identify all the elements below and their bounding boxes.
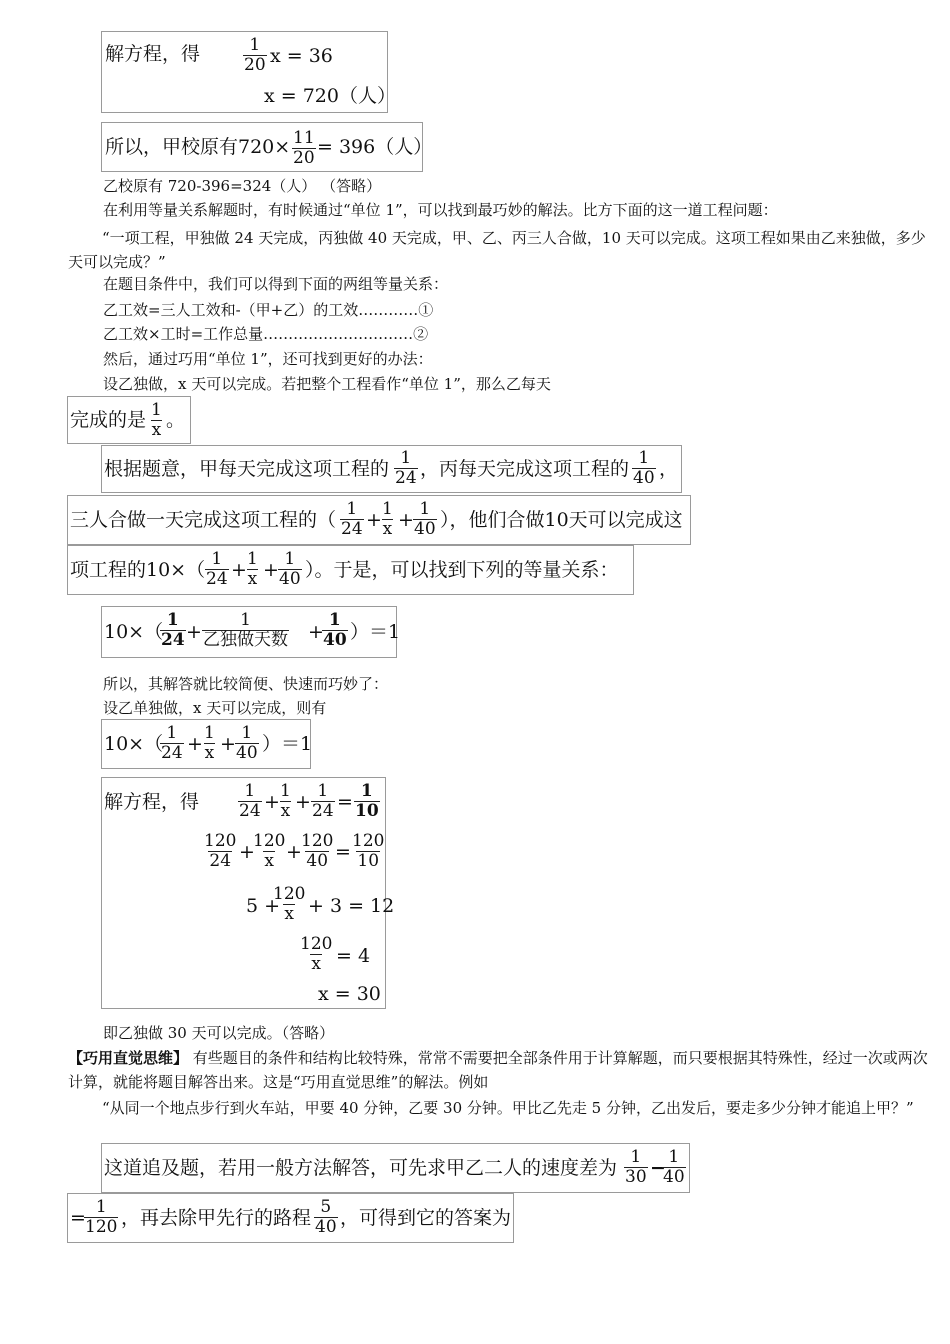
fraction: 1 40 (323, 610, 347, 650)
fraction: 120 x (273, 884, 306, 924)
relation-1: 乙工效=三人工效和-（甲+乙）的工效…………① (103, 301, 434, 319)
text-line: 在利用等量关系解题时，有时候通过“单位 1”，可以找到最巧妙的解法。比方下面的这一道工程问题： (103, 201, 778, 219)
text-line: 设乙单独做，x 天可以完成，则有 (103, 699, 327, 717)
fraction: 120 24 (204, 831, 237, 871)
fraction: 1 40 (236, 723, 258, 763)
problem-paragraph: “从同一个地点步行到火车站，甲要 40 分钟，乙要 30 分钟。甲比乙先走 5 分钟，乙出发后，要走多少分钟才能追上甲？” (102, 1099, 914, 1117)
fraction: 1 24 (161, 723, 183, 763)
equation-suffix: = 396（人） (317, 136, 433, 158)
fraction: 1 10 (355, 781, 379, 821)
fraction: 1 24 (312, 781, 334, 821)
problem-paragraph: “一项工程，甲独做 24 天完成，丙独做 40 天完成，甲、乙、丙三人合做，10 天可以完成。这项工程如果由乙来独做，多少天可以完成？” (68, 229, 926, 271)
equation-rest: x = 36 (270, 45, 333, 67)
fraction: 5 40 (315, 1197, 337, 1237)
relation-2: 乙工效×工时=工作总量…………………………② (103, 325, 429, 343)
fraction: 1 24 (395, 448, 417, 488)
fraction: 1 x (151, 400, 162, 440)
text-line: 在题目条件中，我们可以得到下面的两组等量关系： (103, 275, 449, 293)
fraction: 1 x (280, 781, 291, 821)
fraction: 120 x (253, 831, 286, 871)
fraction: 1 24 (206, 549, 228, 589)
fraction: 1 乙独做天数 (203, 610, 288, 650)
fraction: 1 24 (161, 610, 185, 650)
fraction: 1 24 (239, 781, 261, 821)
text-line: 即乙独做 30 天可以完成。（答略） (103, 1024, 335, 1042)
equation-box-school-a (101, 122, 433, 172)
equation-result: x = 720（人） (264, 85, 396, 107)
fraction: 1 24 (341, 499, 363, 539)
equation-prefix: 所以，甲校原有720× (105, 136, 291, 158)
fraction: 1 120 (85, 1197, 118, 1237)
equation-box-answer: = 1 120 ，再去除甲先行的路程 5 40 ，可得到它的答案为 (67, 1193, 514, 1243)
text-line: 乙校原有 720-396=324（人） （答略） (103, 177, 382, 195)
equation-box-solve-2: 解方程，得 1 24 + 1 x + 1 24 = 1 10 120 24 + 120 x + 120 40 = 120 10 5 + 120 x + 3 = 12 120 x = 4 x = 30 (101, 777, 386, 1009)
equation-box-three-people: 三人合做一天完成这项工程的（ 1 24 + 1 x + 1 40 ），他们合做10天可以完成这 (67, 495, 691, 545)
fraction: 1 x (382, 499, 393, 539)
text-line: 设乙独做，x 天可以完成。若把整个工程看作“单位 1”，那么乙每天 (103, 375, 551, 393)
text-line: 所以，其解答就比较简便、快速而巧妙了： (103, 675, 389, 693)
fraction: 120 x (300, 934, 333, 974)
section-heading: 【巧用直觉思维】 (68, 1049, 189, 1067)
equation-box-setup: 10×（ 1 24 + 1 x + 1 40 ）＝1 (101, 719, 311, 769)
fraction: 1 30 (625, 1147, 647, 1187)
fraction: 120 40 (301, 831, 334, 871)
fraction: 11 20 (293, 128, 315, 168)
fraction: 1 x (204, 723, 215, 763)
equation-box-ten-days: 项工程的10×（ 1 24 + 1 x + 1 40 ）。于是，可以找到下列的等量关系： (67, 545, 634, 595)
fraction: 1 x (247, 549, 258, 589)
equation-box-relation: 10×（ 1 24 + 1 乙独做天数 + 1 40 ）＝1 (101, 606, 397, 658)
equation-box-rates: 根据题意，甲每天完成这项工程的 1 24 ，丙每天完成这项工程的 1 40 ， (101, 445, 682, 493)
equation-box-solve-1 (101, 31, 396, 113)
solve-label: 解方程，得 (105, 43, 201, 65)
fraction: 1 20 (244, 35, 266, 75)
fraction: 120 10 (352, 831, 385, 871)
fraction: 1 40 (279, 549, 301, 589)
equation-box-daily: 完成的是 1 x 。 (67, 396, 191, 444)
fraction: 1 40 (414, 499, 436, 539)
fraction: 1 40 (663, 1147, 685, 1187)
equation-box-speed-diff: 这道追及题，若用一般方法解答，可先求甲乙二人的速度差为 1 30 − 1 40 (101, 1143, 690, 1193)
text-line: 然后，通过巧用“单位 1”，还可找到更好的办法： (103, 350, 433, 368)
fraction: 1 40 (633, 448, 655, 488)
section-paragraph: 【巧用直觉思维】 有些题目的条件和结构比较特殊，常常不需要把全部条件用于计算解题，而只要根据其特殊性，经过一次或两次计算，就能将题目解答出来。这是“巧用直觉思维”的解法。例如 (68, 1049, 928, 1091)
